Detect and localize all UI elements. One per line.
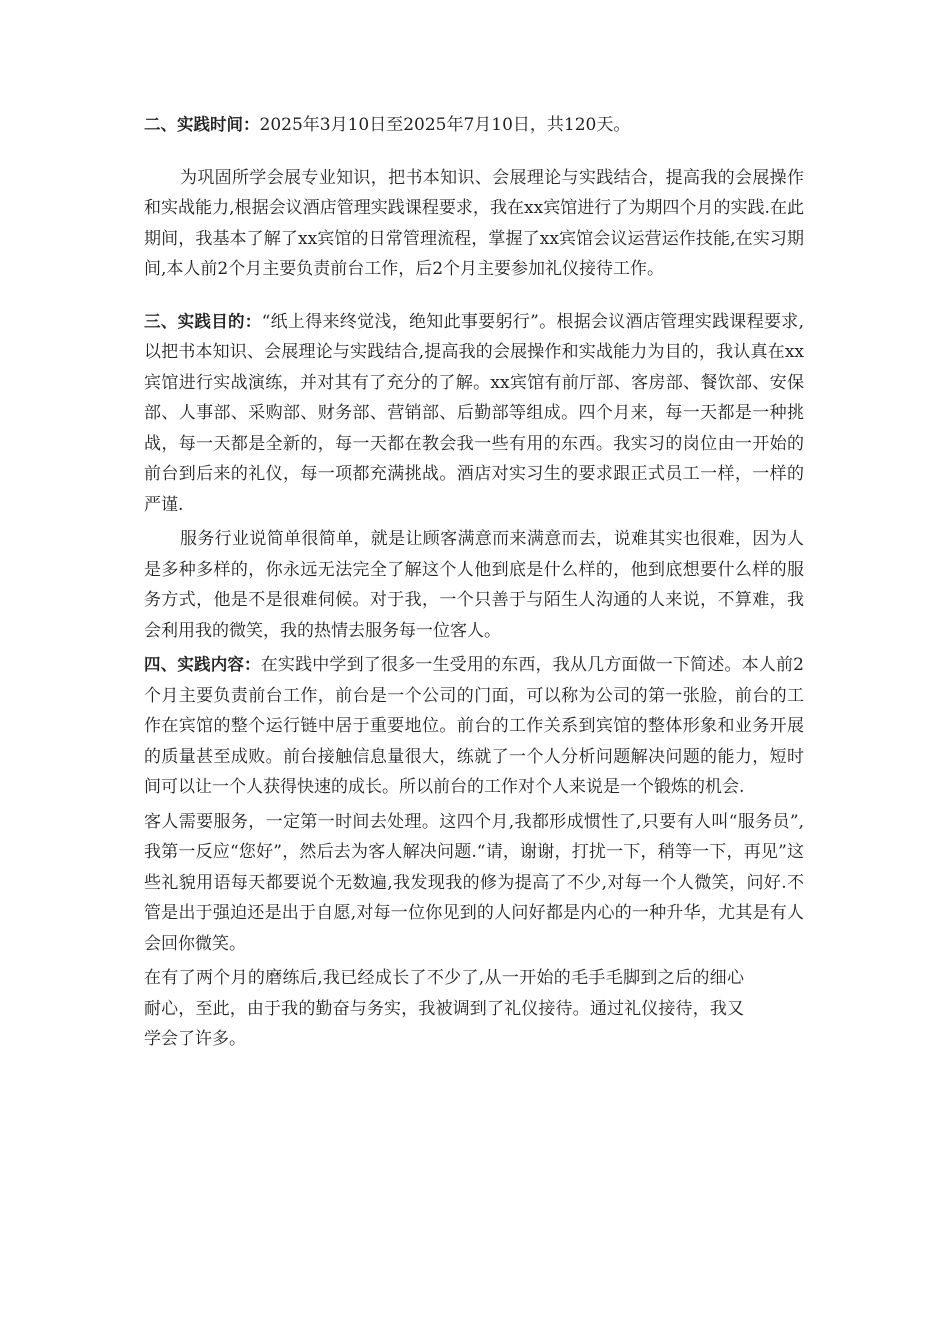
section-heading: 三、实践目的： <box>144 311 262 331</box>
paragraph-overview: 为巩固所学会展专业知识，把书本知识、会展理论与实践结合，提高我的会展操作和实战能力,根据会议酒店管理实践课程要求，我在xx宾馆进行了为期四个月的实践.在此期间，我基本了解了xx宾馆的日常管理流程，掌握了xx宾馆会议运营运作技能,在实习期间,本人前2个月主要负责前台工作，后2个月主要参加礼仪接待工作。 <box>144 167 804 279</box>
section-text: 在实践中学到了很多一生受用的东西，我从几方面做一下简述。本人前2个月主要负责前台工作，前台是一个公司的门面，可以称为公司的第一张脸，前台的工作在宾馆的整个运行链中居于重要地位。前台的工作关系到宾馆的整体形象和业务开展的质量甚至成败。前台接触信息量很大，练就了一个人分析问题解决问题的能力，短时间可以让一个人获得快速的成长。所以前台的工作对个人来说是一个锻炼的机会. <box>144 655 804 797</box>
section-practice-content <box>144 650 804 803</box>
paragraph-service-industry: 服务行业说简单很简单，就是让顾客满意而来满意而去，说难其实也很难，因为人是多种多样的，你永远无法完全了解这个人他到底是什么样的，他到底想要什么样的服务方式，他是不是很难伺候。对于我，一个只善于与陌生人沟通的人来说，不算难，我会利用我的微笑，我的热情去服务每一位客人。 <box>144 529 804 641</box>
section-text: “纸上得来终觉浅，绝知此事要躬行”。根据会议酒店管理实践课程要求,以把书本知识、会展理论与实践结合,提高我的会展操作和实战能力为目的，我认真在xx宾馆进行实战演练，并对其有了充分的了解。xx宾馆有前厅部、客房部、餐饮部、安保部、人事部、采购部、财务部、营销部、后勤部等组成。四个月来，每一天都是一种挑战，每一天都是全新的，每一天都在教会我一些有用的东西。我实习的岗位由一开始的前台到后来的礼仪，每一项都充满挑战。酒店对实习生的要求跟正式员工一样，一样的严谨. <box>144 311 804 515</box>
section-practice-purpose <box>144 307 804 521</box>
document-body <box>144 110 804 1055</box>
section-text: 2025年3月10日至2025年7月10日，共120天。 <box>259 115 631 135</box>
paragraph-customer-service: 客人需要服务，一定第一时间去处理。这四个月,我都形成惯性了,只要有人叫“服务员”,我第一反应“您好”，然后去为客人解决问题.“请，谢谢，打扰一下，稍等一下，再见”这些礼貌用语每天都要说个无数遍,我发现我的修为提高了不少,对每一个人微笑，问好.不管是出于强迫还是出于自愿,对每一位你见到的人问好都是内心的一种升华，尤其是有人会回你微笑。 <box>144 811 804 954</box>
paragraph-etiquette: 在有了两个月的磨练后,我已经成长了不少了,从一开始的毛手毛脚到之后的细心耐心，至此，由于我的勤奋与务实，我被调到了礼仪接待。通过礼仪接待，我又学会了许多。 <box>144 968 744 1049</box>
section-practice-time <box>144 110 804 141</box>
section-heading: 二、实践时间： <box>144 115 260 134</box>
section-heading: 四、实践内容： <box>144 655 261 674</box>
